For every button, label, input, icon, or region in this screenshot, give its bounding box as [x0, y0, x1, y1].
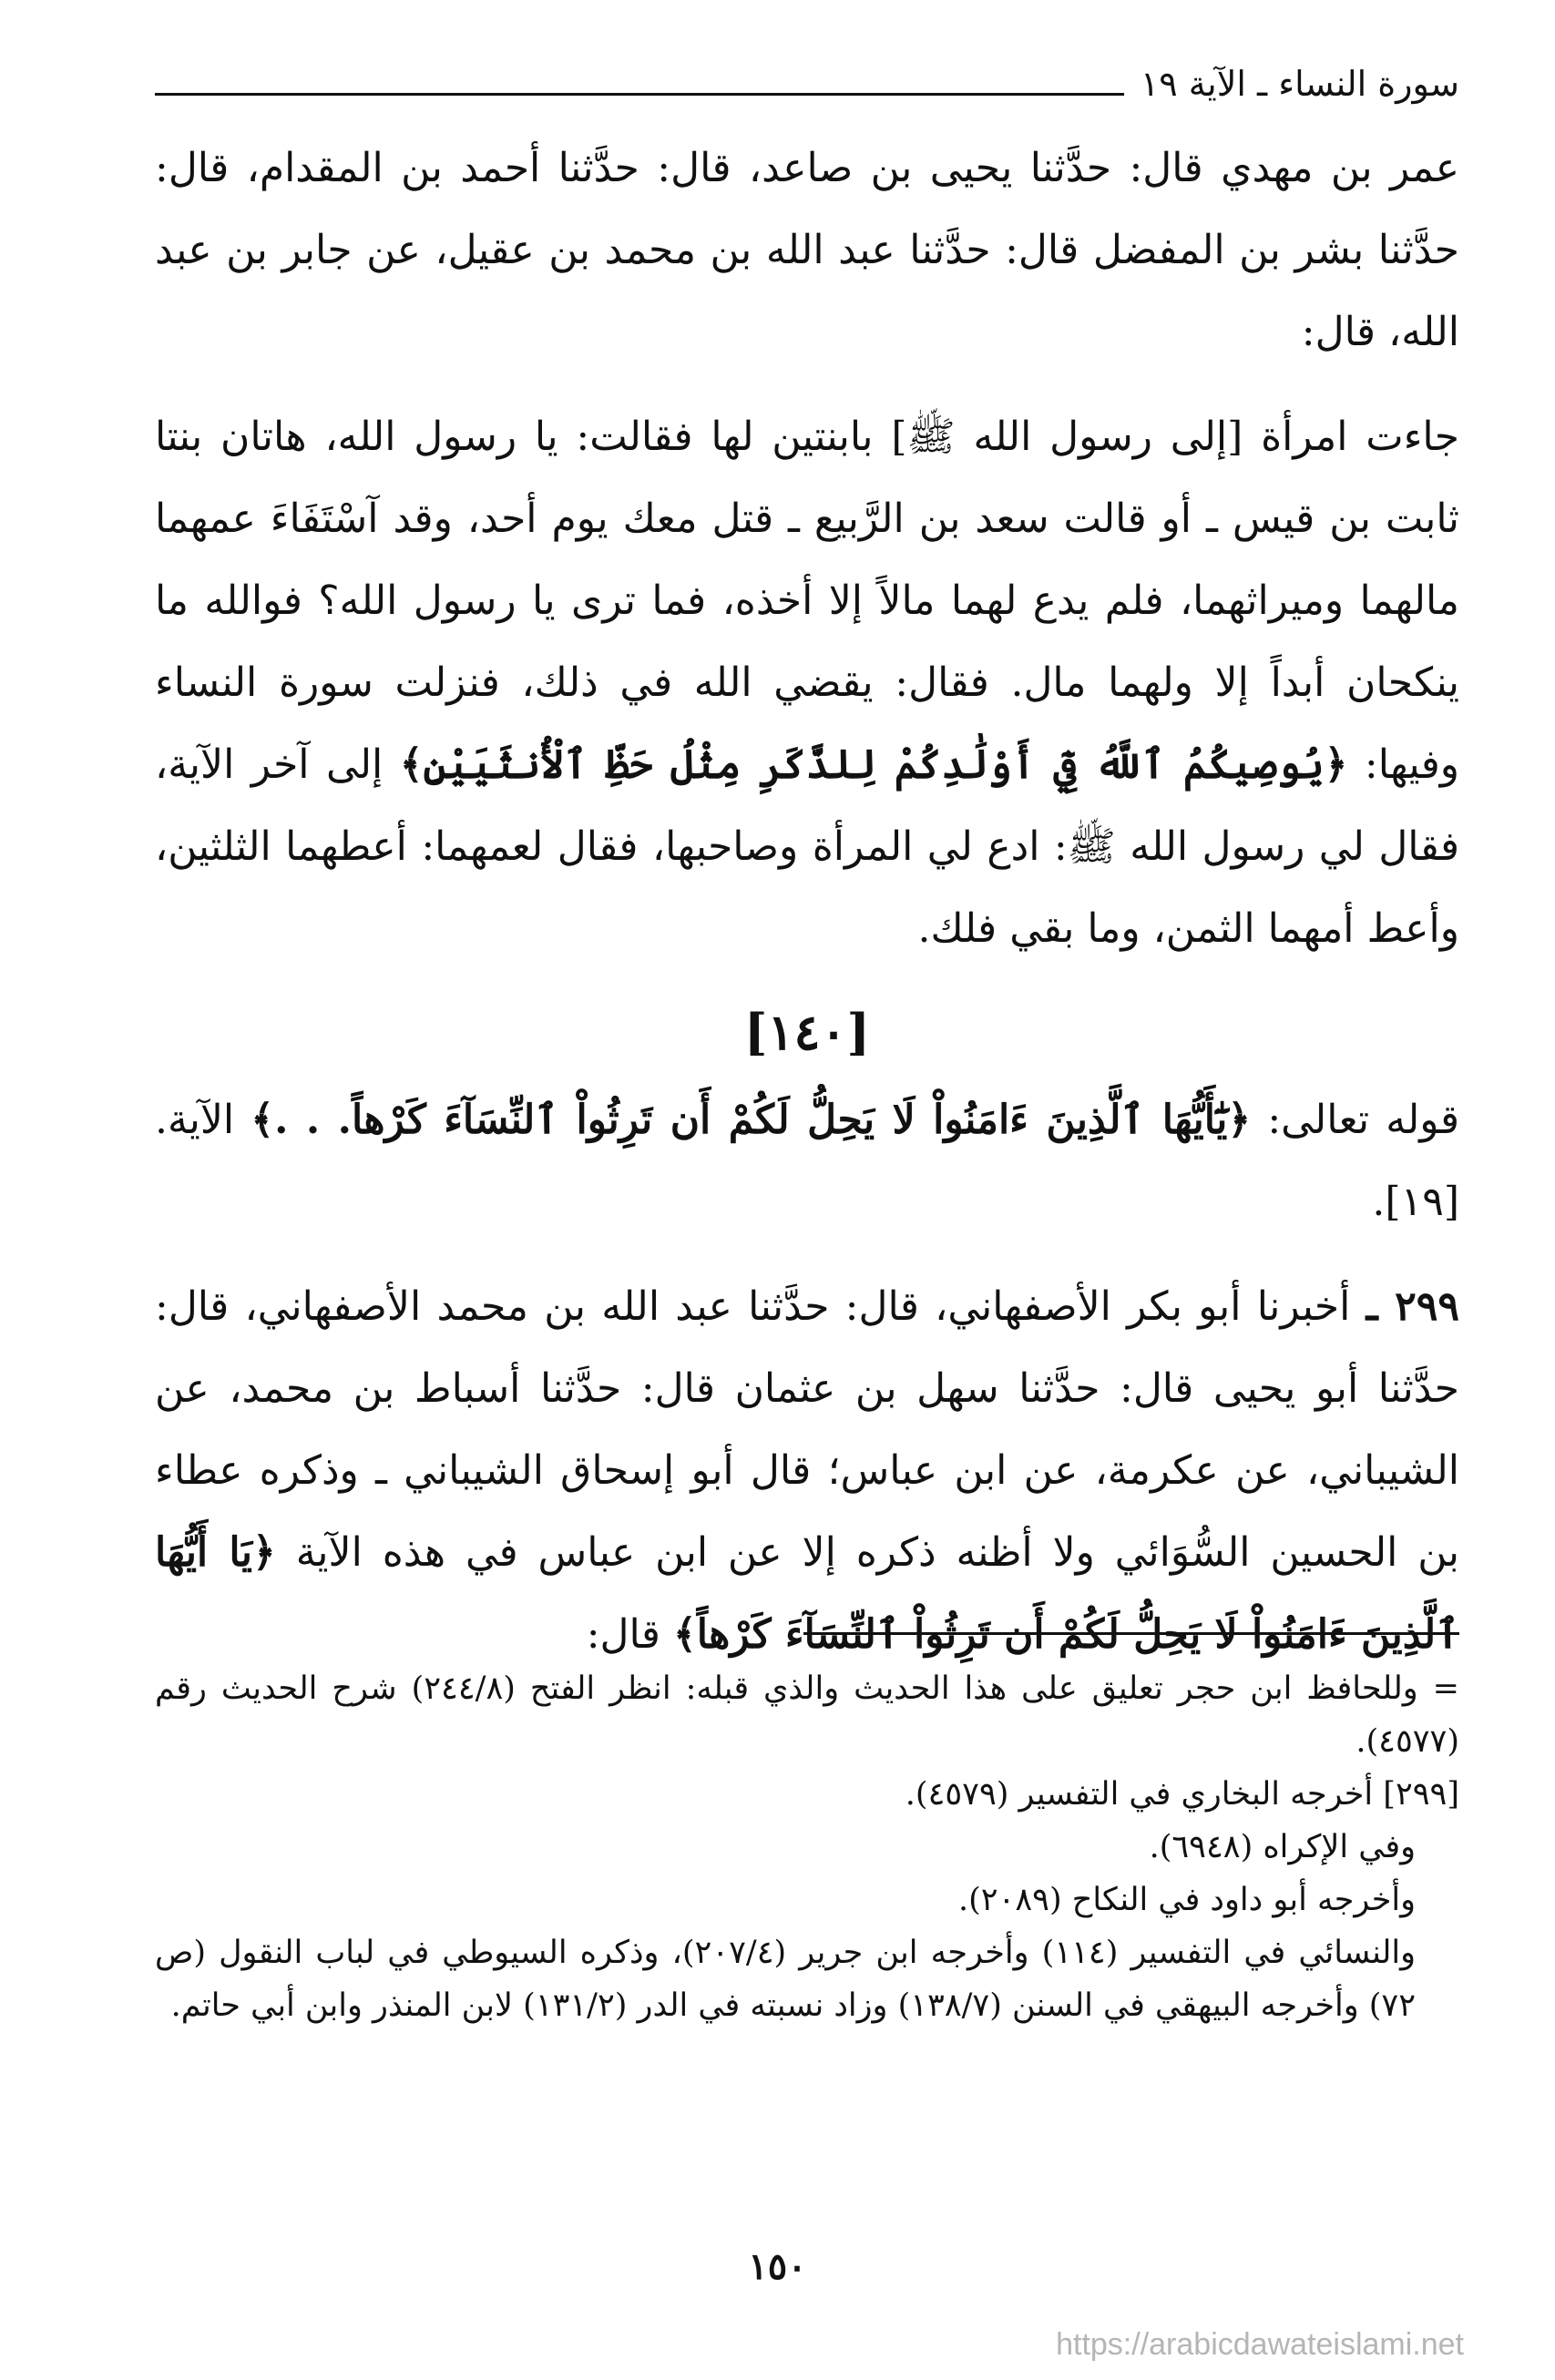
footnote-299: [٢٩٩] أخرجه البخاري في التفسير (٤٥٧٩). — [905, 1776, 1459, 1813]
verse-reference: الآية. [١٩]. — [155, 1097, 1459, 1225]
hadith-text-end: إلى آخر الآية، فقال لي رسول الله ﷺ: ادع لي المرأة وصاحبها، فقال لعمهما: أعطهما الثلثين، وأعط أمهما الثمن، وما بقي فلك. — [155, 741, 1459, 952]
footnote-line: والنسائي في التفسير (١١٤) وأخرجه ابن جرير (٢٠٧/٤)، وذكره السيوطي في لباب النقول (ص ٧٢) وأخرجه البيهقي في السنن (١٣٨/٧) وزاد نسبته في الدر (١٣١/٢) لابن المنذر وابن أبي حاتم. — [155, 1935, 1416, 2024]
running-header — [155, 56, 1459, 111]
paragraph-hadith-text — [155, 396, 1459, 970]
hadith-text-start: جاءت امرأة [إلى رسول الله ﷺ] بابنتين لها فقالت: يا رسول الله، هاتان بنتا ثابت بن قيس ـ أو قالت سعد بن الرَّبيع ـ قتل معك يوم أحد، وقد آسْتَفَاءَ عمهما مالهما وميراثهما، فلم يدع لهما مالاً إلا أخذه، فما ترى يا رسول الله؟ فوالله ما ينكحان أبداً إلا ولهما مال. فقال: يقضي الله في ذلك، فنزلت سورة النساء وفيها: — [155, 414, 1459, 788]
page-number: ١٥٠ — [748, 2245, 807, 2288]
hadith-number: ٢٩٩ ـ — [1366, 1283, 1459, 1330]
footnote-line: وأخرجه أبو داود في النكاح (٢٠٨٩). — [957, 1882, 1416, 1918]
quran-verse-heading: ﴿يَٰٓأَيُّهَا ٱلَّذِينَ ءَامَنُواْ لَا يَحِلُّ لَكُمْ أَن تَرِثُواْ ٱلنِّسَآءَ كَرْهاً. . .﴾ — [251, 1097, 1252, 1143]
footnotes — [155, 1662, 1459, 2032]
section-number: [١٤٠] — [743, 1003, 871, 1061]
hadith-299-text: أخبرنا أبو بكر الأصفهاني، قال: حدَّثنا عبد الله بن محمد الأصفهاني، قال: حدَّثنا أبو يحيى قال: حدَّثنا سهل بن عثمان قال: حدَّثنا أسباط بن محمد، عن الشيباني، عن عكرمة، عن ابن عباس؛ قال أبو إسحاق الشيباني ـ وذكره عطاء بن الحسين السُّوَائي ولا أظنه ذكره إلا عن ابن عباس في هذه الآية — [155, 1283, 1459, 1576]
surah-header-title: سورة النساء ـ الآية ١٩ — [1140, 64, 1459, 104]
footnote-rule — [803, 1632, 1459, 1635]
footnote-line: وفي الإكراه (٦٩٤٨). — [1149, 1829, 1416, 1865]
hadith-299-end: قال: — [586, 1611, 660, 1658]
paragraph-isnad: عمر بن مهدي قال: حدَّثنا يحيى بن صاعد، قال: حدَّثنا أحمد بن المقدام، قال: حدَّثنا بشر بن المفضل قال: حدَّثنا عبد الله بن محمد بن عقيل، عن جابر بن عبد الله، قال: — [155, 145, 1459, 355]
header-rule — [155, 93, 1124, 96]
paragraph-verse-heading — [155, 1079, 1459, 1243]
footnote-continuation: = وللحافظ ابن حجر تعليق على هذا الحديث والذي قبله: انظر الفتح (٢٤٤/٨) شرح الحديث رقم (٤٥٧٧). — [155, 1670, 1459, 1760]
quran-verse-inheritance: ﴿يُوصِيكُمُ ٱللَّهُ فِيٓ أَوْلَٰدِكُمْ لِلذَّكَرِ مِثْلُ حَظِّ ٱلْأُنثَيَيْنِ﴾ — [399, 741, 1348, 788]
verse-intro: قوله تعالى: — [1267, 1097, 1459, 1143]
quran-verse-hadith-299: ﴿يَا أَيُّهَا ٱلَّذِينَ ءَامَنُواْ لَا يَحِلُّ لَكُمْ أَن تَرِثُواْ ٱلنِّسَآءَ كَرْهاً﴾ — [155, 1529, 1459, 1658]
main-text — [155, 128, 1459, 1676]
paragraph-hadith-299 — [155, 1266, 1459, 1676]
watermark-url: https://arabicdawateislami.net — [1056, 2327, 1464, 2362]
